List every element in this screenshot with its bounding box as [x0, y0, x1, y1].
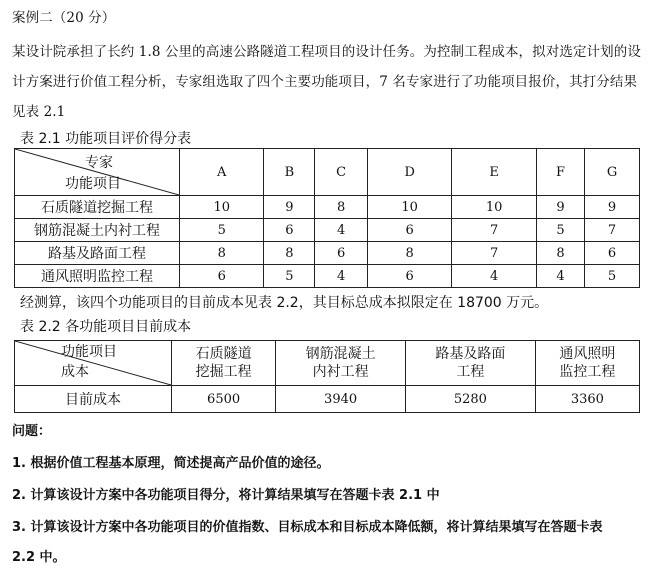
score-cell: 10: [452, 196, 536, 219]
case-title: 案例二（20 分）: [12, 10, 116, 26]
score-cell: 10: [367, 196, 451, 219]
row-name: 钢筋混凝土内衬工程: [15, 219, 180, 242]
table1-caption: 表 2.1 功能项目评价得分表: [20, 131, 192, 147]
table2-caption: 表 2.2 各功能项目目前成本: [20, 319, 192, 335]
score-cell: 8: [536, 242, 584, 265]
score-cell: 4: [452, 265, 536, 288]
row-label: 目前成本: [15, 386, 172, 413]
expert-header: C: [315, 149, 368, 196]
cost-cell: 5280: [406, 386, 536, 413]
table-row: [15, 242, 640, 265]
table-row: [15, 219, 640, 242]
score-cell: 9: [264, 196, 315, 219]
expert-header: B: [264, 149, 315, 196]
score-cell: 5: [536, 219, 584, 242]
column-header: [406, 341, 536, 386]
intro-line-1: 某设计院承担了长约 1.8 公里的高速公路隧道工程项目的设计任务。为控制工程成本，拟对选定计划的设: [12, 44, 641, 60]
score-cell: 6: [180, 265, 264, 288]
score-cell: 6: [315, 242, 368, 265]
table-row: [15, 265, 640, 288]
cost-cell: 3940: [276, 386, 406, 413]
score-cell: 8: [367, 242, 451, 265]
column-header-line: 监控工程: [559, 364, 616, 380]
column-header: [276, 341, 406, 386]
row-name: 通风照明监控工程: [15, 265, 180, 288]
cost-note: 经测算，该四个功能项目的目前成本见表 2.2，其目标总成本拟限定在 18700 万元。: [20, 295, 549, 311]
table-row: [15, 196, 640, 219]
table-row: [15, 386, 640, 413]
column-header-line: 工程: [456, 364, 485, 380]
column-header-line: 挖掘工程: [195, 364, 252, 380]
score-cell: 6: [264, 219, 315, 242]
score-cell: 5: [180, 219, 264, 242]
score-cell: 9: [585, 196, 640, 219]
question-2: 2. 计算该设计方案中各功能项目得分，将计算结果填写在答题卡表 2.1 中: [12, 488, 440, 503]
table1-corner: [15, 149, 180, 196]
score-cell: 5: [264, 265, 315, 288]
column-header-line: 路基及路面: [435, 346, 506, 362]
table2-corner-top: 功能项目: [61, 344, 117, 360]
expert-header: E: [452, 149, 536, 196]
column-header-line: 钢筋混凝土: [305, 346, 376, 362]
score-cell: 10: [180, 196, 264, 219]
expert-header: F: [536, 149, 584, 196]
table2: [14, 340, 640, 413]
score-cell: 8: [180, 242, 264, 265]
table1: [14, 148, 640, 288]
table2-corner: [15, 341, 172, 386]
column-header-line: 内衬工程: [312, 364, 369, 380]
score-cell: 6: [367, 219, 451, 242]
expert-header: G: [585, 149, 640, 196]
intro-line-2: 计方案进行价值工程分析，专家组选取了四个主要功能项目，7 名专家进行了功能项目报价，其打分结果: [12, 74, 638, 90]
score-cell: 6: [367, 265, 451, 288]
expert-header: A: [180, 149, 264, 196]
score-cell: 4: [536, 265, 584, 288]
column-header-line: 石质隧道: [195, 346, 252, 362]
table2-corner-bottom: 成本: [61, 364, 89, 380]
column-header: [535, 341, 639, 386]
question-1: 1. 根据价值工程基本原理，简述提高产品价值的途径。: [12, 456, 330, 471]
score-cell: 7: [452, 242, 536, 265]
cost-cell: 3360: [535, 386, 639, 413]
questions-title: 问题：: [12, 424, 52, 439]
score-cell: 7: [585, 219, 640, 242]
question-3-continued: 2.2 中。: [12, 550, 66, 565]
question-3: 3. 计算该设计方案中各功能项目的价值指数、目标成本和目标成本降低额，将计算结果填写在答题卡表: [12, 520, 603, 535]
row-name: 路基及路面工程: [15, 242, 180, 265]
score-cell: 9: [536, 196, 584, 219]
score-cell: 4: [315, 265, 368, 288]
score-cell: 8: [315, 196, 368, 219]
expert-header: D: [367, 149, 451, 196]
column-header-line: 通风照明: [559, 346, 616, 362]
score-cell: 6: [585, 242, 640, 265]
table1-corner-bottom: 功能项目: [65, 176, 121, 192]
column-header: [172, 341, 276, 386]
score-cell: 8: [264, 242, 315, 265]
row-name: 石质隧道挖掘工程: [15, 196, 180, 219]
intro-line-3: 见表 2.1: [12, 104, 66, 120]
cost-cell: 6500: [172, 386, 276, 413]
table1-corner-top: 专家: [85, 155, 113, 171]
score-cell: 5: [585, 265, 640, 288]
score-cell: 4: [315, 219, 368, 242]
score-cell: 7: [452, 219, 536, 242]
